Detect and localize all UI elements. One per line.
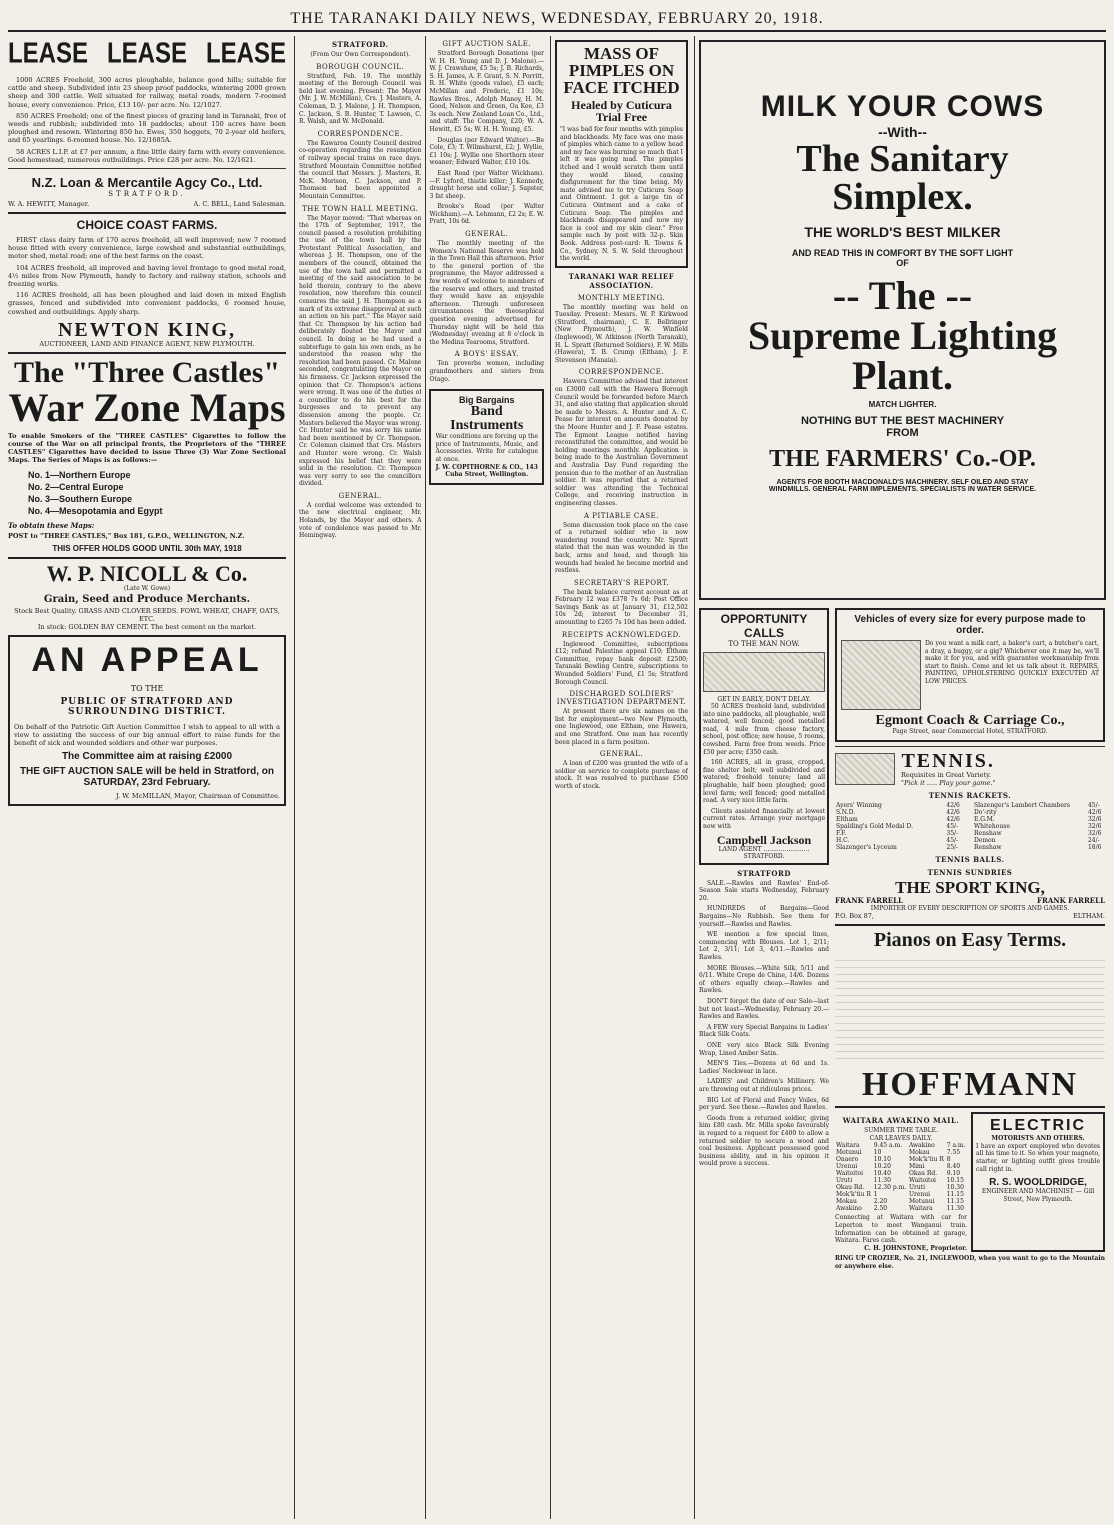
obtain: To obtain these Maps: bbox=[8, 520, 95, 530]
appeal-title: AN APPEAL bbox=[31, 640, 263, 679]
discharged-text: At present there are six names on the list for employment—two New Plymouth, one Inglewood, one Eltham, one Hawera, and one Stratford. One man has recently been placed in a farm position. bbox=[555, 708, 688, 746]
johnstone: C. H. JOHNSTONE, Proprietor. bbox=[864, 1244, 967, 1252]
sport-town: ELTHAM. bbox=[1073, 912, 1105, 921]
corr-text: The Kawaroa County Council desired co-operation regarding the resumption of railway special trains on race days. Stratford Mountain Committee notified the council that Messrs. J. Masters, R. McK. Morison, C. Jackson, and P. Thomson had been appointed a Mountain Committee. bbox=[299, 139, 422, 200]
table-row: Waitara 9.45 a.m. Awakino 7 a.m. bbox=[836, 1142, 966, 1150]
pitiable-text: Some discussion took place on the case of a returned soldier who is now wandering round the country. Mr. Spratt stated that the man was wounded in the back, arms and head, and though his wounds had healed he became morbid and restless. bbox=[555, 521, 688, 575]
rawles-1: SALE.—Rawles and Rawles' End-of-Season Sale starts Wednesday, February 20. bbox=[699, 879, 829, 902]
essay-head: A BOYS' ESSAY. bbox=[454, 350, 519, 359]
firm-name: N.Z. Loan & Mercantile Agcy Co., Ltd. bbox=[31, 175, 263, 191]
opp-text-2: 160 ACRES, all in grass, cropped, fine shelter belt; well subdivided and watered; freehold tenure; land all ploughable, half been ploughed; good level farm; well fenced; good metalled road. A very nice little farm. bbox=[703, 759, 825, 805]
piano-price-table bbox=[835, 954, 1105, 1064]
choice-ad: FIRST class dairy farm of 170 acres freehold, all well improved; new 7 roomed house fitted with every convenience, large cowshed and substantial outbuildings, motor shed, metal road; one of the best farms on the coast. bbox=[8, 236, 286, 261]
pimples-title: MASS OF PIMPLES ON FACE ITCHED bbox=[563, 44, 680, 97]
monthly-head: MONTHLY MEETING. bbox=[577, 293, 666, 302]
band-title-2: Band Instruments bbox=[450, 404, 524, 434]
rawles-2: HUNDREDS of Bargains—Good Bargains—No Rubbish. See them for yourself.—Rawles and Rawles. bbox=[699, 905, 829, 928]
milk-13: AGENTS FOR BOOTH MACDONALD'S MACHINERY. SELF OILED AND STAY WINDMILLS. GENERAL FARM IMPLEMENTS. SPECIALISTS IN WATER SERVICE. bbox=[768, 479, 1037, 493]
pianos-title: Pianos on Easy Terms. bbox=[873, 929, 1067, 952]
table-row: E.G.M. 32/6 bbox=[974, 815, 1102, 823]
band-footer: J. W. COPITHORNE & CO., 143 Cuba Street, Wellington. bbox=[435, 463, 538, 479]
rawles-9: LADIES' and Children's Millinery. We are throwing out at ridiculous prices. bbox=[699, 1078, 829, 1093]
gift-head: GIFT AUCTION SALE. bbox=[442, 40, 532, 48]
newton-name: NEWTON KING, bbox=[57, 318, 237, 341]
relief-head: TARANAKI WAR RELIEF ASSOCIATION. bbox=[568, 271, 675, 290]
rawles-4: MORE Blouses.—White Silk, 5/11 and 6/11. White Crepe de Chine, 14/6. Dozens of others equally cheap.—Rawles and Rawles. bbox=[699, 964, 829, 995]
sec-report-text: The bank balance current account as at February 12 was £378 7s 6d; Post Office Savings Bank as at January 31, £12,502 10s 2d; interest to December 31, amounting to £265 7s 10d has been added. bbox=[555, 588, 688, 627]
milk-8: Supreme Lighting bbox=[747, 313, 1058, 358]
table-row: S.N.D. 42/6 bbox=[836, 808, 960, 816]
electric-sub: MOTORISTS AND OTHERS. bbox=[991, 1135, 1085, 1143]
ring-crozier: RING UP CROZIER, No. 21, INGLEWOOD, when you want to go to the Mountain or anywhere else. bbox=[835, 1255, 1105, 1270]
milk-6: AND READ THIS IN COMFORT BY THE SOFT LIGHT OF bbox=[791, 248, 1014, 268]
opp-text-3: Clients assisted financially at lowest current rates. Arrange your mortgage now with bbox=[703, 807, 825, 830]
map-item: No. 3—Southern Europe bbox=[28, 493, 133, 504]
milk-1: MILK YOUR COWS bbox=[760, 90, 1045, 123]
table-row: Uruti 11.30 Waitoitoi 10.15 bbox=[836, 1177, 964, 1185]
lease-headline bbox=[8, 37, 286, 71]
appeal-sign: J. W. McMILLAN, Mayor, Chairman of Committee. bbox=[116, 792, 280, 801]
table-row: F.F. 35/- bbox=[836, 829, 959, 837]
wooldridge: R. S. WOOLDRIDGE, bbox=[989, 1177, 1087, 1189]
general-text-3: A loan of £200 was granted the wife of a soldier on service to complete purchase of stock. It was resolved to purchase £500 worth of stock. bbox=[555, 760, 688, 790]
choice-title: CHOICE COAST FARMS. bbox=[76, 218, 218, 233]
map-item: No. 2—Central Europe bbox=[28, 481, 124, 492]
waitara-title: WAITARA AWAKINO MAIL. bbox=[842, 1116, 960, 1126]
waitara-sub: SUMMER TIME TABLE. bbox=[864, 1127, 938, 1135]
appeal-public: PUBLIC OF STRATFORD AND SURROUNDING DISTRICT. bbox=[60, 696, 234, 717]
map-item: No. 4—Mesopotamia and Egypt bbox=[28, 505, 163, 516]
pimples-sub: Healed by Cuticura Trial Free bbox=[571, 98, 672, 124]
car-leaves: CAR LEAVES DAILY. bbox=[869, 1134, 933, 1142]
pimples-text: "I was bad for four months with pimples and blackheads. My face was one mass of pimples which came to a yellow head and my face was burning so much that I left it was going mad. The pimples itched and I would scratch them until they would bleed, causing disfigurement for the time being. My mate advised me to try Cuticura Soap and Ointment. I got a large tin of Cuticura Ointment and a cake of Cuticura Soap. The pimples and blackheads disappeared and now my face is cool and my skin clear." Free sample each by post with 32-p. Skin Book. Address post-card: R. Towns & Co., Sydney, N. S. W. Sold throughout the world. bbox=[560, 126, 683, 263]
waitara-timetable bbox=[835, 1112, 967, 1252]
table-row: Whitehouse 32/6 bbox=[974, 822, 1102, 830]
nicoll-sub: (Late W. Gowe) bbox=[123, 584, 171, 592]
column-4 bbox=[694, 36, 1106, 1519]
general-head-3: GENERAL. bbox=[599, 750, 644, 759]
lease-ad: 850 ACRES Freehold; one of the finest pieces of grazing land in Taranaki, free of weeds and rubbish; subdivided into 18 paddocks; about 150 acres have been ploughed and resown. Wintering 850 ho. Ewes, 350 hoggets, 70 2-year old heifers, and 65 yearlings. 6-roomed house. No. 12/1685A. bbox=[8, 111, 286, 145]
table-row: Awakino 2.50 Waitara 11.30 bbox=[836, 1205, 964, 1213]
appeal-aim: The Committee aim at raising £2000 bbox=[61, 751, 233, 763]
hoffmann: HOFFMANN bbox=[861, 1066, 1079, 1104]
table-row: Renshaw 32/6 bbox=[974, 829, 1102, 837]
band-ad bbox=[429, 389, 544, 485]
vehicles-ad bbox=[835, 608, 1105, 742]
table-row: Do'-rity 42/6 bbox=[974, 808, 1102, 816]
gift-text: Stratford Borough Donations (per W. H. H. Young and D. J. Malone).—W. J. Crawshaw, £5 5s; J. B. Richards, S. H. James, A. F. Grant, S. N. Porritt, R. H. White (goods value), £5 each; McMillan and Frederic, £1 10s; Rawles Bros., Adolph Manoy, H. M. Good, Nelson and Green, Oa Kee, £3 3s each. New Zealand Loan Co., Ltd., and staff: The Company, £20; W. A. Hewitt, £5 5s; W. H. H. Young, £5. bbox=[429, 50, 544, 133]
campbell: Campbell Jackson bbox=[716, 832, 812, 847]
egmont: Egmont Coach & Carriage Co., bbox=[875, 713, 1065, 728]
rawles-8: MEN'S Ties.—Dozens at 6d and 1s. Ladies' Neckwear in lace. bbox=[699, 1060, 829, 1075]
lease-word: LEASE bbox=[8, 37, 89, 70]
general-head: GENERAL. bbox=[338, 491, 382, 500]
offer: THIS OFFER HOLDS GOOD UNTIL 30th MAY, 1918 bbox=[52, 543, 242, 553]
salesman: A. C. BELL, Land Salesman. bbox=[193, 200, 286, 209]
band-text: War conditions are forcing up the price of Instruments, Music, and Accessories. Write for catalogue at once. bbox=[435, 433, 538, 463]
stratford-head: STRATFORD bbox=[737, 868, 791, 878]
sec-report-head: SECRETARY'S REPORT. bbox=[574, 578, 669, 587]
tennis-sub: Requisites in Great Variety. bbox=[901, 770, 991, 779]
egmont-sub: Page Street, near Commercial Hotel, STRATFORD. bbox=[892, 728, 1048, 735]
cuticura-ad bbox=[555, 40, 688, 268]
pitiable-head: A PITIABLE CASE. bbox=[584, 511, 659, 520]
essay-text: Ten proverbs women, including grandmothers and sisters from Otago. bbox=[429, 360, 544, 383]
nicoll-line-1: Grain, Seed and Produce Merchants. bbox=[43, 593, 251, 605]
rawles-7: ONE very nice Black Silk Evening Wrap, Lined Amber Satin. bbox=[699, 1041, 829, 1057]
campbell-sub: LAND AGENT ........................ STRATFORD. bbox=[718, 845, 810, 861]
stratford-sub: (From Our Own Correspondent). bbox=[310, 51, 411, 58]
table-row: Mokau 2.20 Motunui 11.15 bbox=[836, 1198, 964, 1206]
general-head-2: GENERAL. bbox=[465, 230, 509, 239]
table-row: Mok'k'tiu R 1 Urenui 11.15 bbox=[836, 1191, 964, 1199]
rawles-6: A FEW very Special Bargains in Ladies' Black Silk Coats. bbox=[699, 1023, 829, 1039]
news-right bbox=[425, 36, 544, 1519]
milking-ad bbox=[699, 40, 1106, 600]
nicoll-line-3: In stock: GOLDEN BAY CEMENT. The best cement on the market. bbox=[37, 622, 257, 631]
hall-text: The Mayor moved: "That whereas on the 17th of September, 1917, the council passed a resolution prohibiting the use of the town hall by the Protestant Political Association, and whereas J. H. Thompson, one of the members of the council, obtained the use of the town hall and permitted a meeting of the said association to be held therein, contrary to the above resolution, now therefore this council censures the said J. H. Thompson as a mark of its extreme disapproval at such an action on his part." The Mayor said that Cr. Thompson by his action had deliberately flouted the Mayor and council. In doing so he had used a subterfuge to gain his own ends, as he understood the reason why the resolution had been passed. Cr. Malone seconded, congratulating the Mayor on his firmness. Cr. Jackson expressed the opinion that Cr. Thompson's actions were wrong. It was one of the duties of a councillor to do his best for the burgesses and to prevent any dissension among the people. Cr. Masters believed the Mayor was wrong. Cr. Hunter said he was sorry his name had been mentioned by Cr. Thompson. Cr. Coleman claimed that Crs. Masters and Hunter were wrong. Cr. Walsh expressed his belief that they were solid in the resolution. Cr. Thompson was very sorry to see the councillors divided. bbox=[299, 214, 422, 488]
opportunity-ad bbox=[699, 608, 829, 865]
column-1 bbox=[8, 36, 286, 1519]
col4-right bbox=[835, 604, 1105, 1271]
balls-head: TENNIS BALLS. bbox=[935, 854, 1005, 864]
lease-word: LEASE bbox=[205, 37, 286, 70]
general-text: A cordial welcome was extended to the new electrical engineer, Mr. Holands, by the Mayor and others. A vote of condolence was passed to Mr. Hemingway. bbox=[299, 501, 422, 540]
milk-12: THE FARMERS' Co.-OP. bbox=[769, 446, 1036, 472]
nicoll-line-2: Stock Best Quality. GRASS AND CLOVER SEEDS. FOWL WHEAT, CHAFF, OATS, ETC. bbox=[14, 606, 280, 623]
milk-9: Plant. bbox=[851, 353, 954, 398]
rackets-head: TENNIS RACKETS. bbox=[928, 790, 1012, 800]
maps-list bbox=[8, 469, 286, 517]
rawles-5: DON'T forget the date of our Sale—last but not least—Wednesday, February 20.—Rawles and Rawles. bbox=[699, 998, 829, 1021]
tennis-sub-2: "Pick it ..... Play your game." bbox=[901, 778, 996, 787]
opp-sub-2: GET IN EARLY, DON'T DELAY. bbox=[717, 696, 811, 703]
nicoll-name: W. P. NICOLL & Co. bbox=[46, 560, 248, 586]
sundries-head: TENNIS SUNDRIES bbox=[927, 867, 1013, 877]
tennis-illustration bbox=[835, 753, 895, 785]
newton-sub: AUCTIONEER, LAND AND FINANCE AGENT, NEW PLYMOUTH. bbox=[39, 339, 255, 348]
castles-text: To enable Smokers of the "THREE CASTLES" Cigarettes to follow the course of the War on all principal fronts, the Proprietors of the "THREE CASTLES" Cigarettes have decided to issue Three (3) War Zone Sectional Maps. The Series of Maps is as follows:— bbox=[8, 431, 286, 465]
monthly-text: The monthly meeting was held on Tuesday. Present: Messrs. W. P. Kirkwood (Stratford, chairman), C. E. Bellringer (New Plymouth), J. W. Winfield (Inglewood), W. Atkinson (North Taranaki), H. L. Spratt (Returned Soldiers), F. W. Mills (Hawera), T. B. Crump (Eltham), J. F. Stevenson (Manaia). bbox=[555, 303, 688, 364]
lease-ad: 1000 ACRES Freehold, 300 acres ploughable, balance good hills; suitable for cattle and sheep. Subdivided into 23 sheep proof paddocks, wintering 2000 grown sheep and 300 cattle. Well situated for railway, metal roads, modern 7-roomed house, every convenience. Price, £13 10/- per acre. No. 12/1027. bbox=[8, 76, 286, 109]
choice-ad: 116 ACRES freehold, all has been ploughed and laid down in mixed English grasses, fenced and subdivided into convenient paddocks, 6 roomed house, cowshed and outbuildings. Apply sharp. bbox=[8, 291, 286, 316]
receipts-head: RECEIPTS ACKNOWLEDGED. bbox=[561, 630, 682, 639]
milk-5: THE WORLD'S BEST MILKER bbox=[804, 224, 1001, 240]
appeal-box bbox=[8, 635, 286, 807]
corr-head-3: CORRESPONDENCE. bbox=[578, 368, 665, 377]
appeal-sale: THE GIFT AUCTION SALE will be held in Stratford, on SATURDAY, 23rd February. bbox=[19, 766, 275, 789]
tennis-header bbox=[835, 751, 1105, 787]
frank-2: FRANK FARRELL bbox=[1037, 895, 1105, 905]
table-row: Spalding's Gold Medal D. 45/- bbox=[836, 822, 959, 830]
table-row: Okau Rd. 12.30 p.m. Uruti 10.30 bbox=[836, 1184, 964, 1192]
table-row: Eltham 42/6 bbox=[836, 815, 960, 823]
milk-10: MATCH LIGHTER. bbox=[868, 400, 937, 409]
table-row: Slazenger's Lambert Chambers 45/- bbox=[974, 801, 1100, 809]
table-row: Renshaw 18/6 bbox=[974, 843, 1102, 851]
sport-king: THE SPORT KING, bbox=[895, 877, 1045, 897]
general-text-2: The monthly meeting of the Women's National Reserve was held in the Town Hall this afternoon. Prior to the general portion of the programme, the Mayor addressed a few words of welcome to members of the reserve and others, and trusted they would have an enjoyable afternoon. Through unforeseen circumstances the theosophical question evening advertised for Thursday night will be held this (Wednesday) evening at 8 o'clock in the Medina Tearooms, Stratford. bbox=[429, 240, 544, 346]
table-row: Slazenger's Lyceum 25/- bbox=[836, 843, 959, 851]
vehicles-text: Do you want a milk cart, a baker's cart, a butcher's cart, a dray, a buggy, or a gig? Whichever one it may be, we'll make it for you, and with guarantee workmanship from start to finish. Come and let us talk about it. REPAIRS, PAINTING, UPHOLSTERING QUICKLY EXECUTED AT LOW PRICES. bbox=[925, 640, 1099, 685]
table-row: Urenui 10.20 Mimi 8.40 bbox=[836, 1163, 961, 1171]
milk-3: The Sanitary bbox=[796, 138, 1009, 180]
frank-1: FRANK FARRELL bbox=[835, 895, 903, 905]
castles-title: The "Three Castles" bbox=[13, 355, 281, 389]
milk-4: Simplex. bbox=[832, 176, 973, 218]
discharged-head: DISCHARGED SOLDIERS' INVESTIGATION DEPARTMENT. bbox=[556, 690, 687, 707]
map-item: No. 1—Northern Europe bbox=[28, 469, 131, 480]
connecting-text: Connecting at Waitara with car for Leperton to meet Wanganui train. Information can be obtained at garage, Waitara. Fares cash. bbox=[835, 1214, 967, 1245]
col4-left bbox=[699, 604, 829, 1271]
milk-11: NOTHING BUT THE BEST MACHINERY FROM bbox=[800, 415, 1005, 439]
electric-text: I have an expert employed who devotes all his time to it. So when your magneto, starter, or lighting outfit gives trouble call right in. bbox=[976, 1142, 1100, 1173]
column-3 bbox=[550, 36, 688, 1519]
opp-title: OPPORTUNITY CALLS bbox=[720, 612, 808, 640]
corr-head: CORRESPONDENCE. bbox=[317, 129, 403, 138]
table-row: Motunui 10 Mokau 7.55 bbox=[836, 1149, 961, 1157]
stratford-title: STRATFORD. bbox=[332, 40, 389, 49]
hall-head: THE TOWN HALL MEETING. bbox=[302, 204, 419, 213]
choice-ad: 104 ACRES freehold, all improved and having level frontage to good metal road, 4½ miles from New Plymouth, handy to factory and railway station, schools and freezing works. bbox=[8, 263, 286, 289]
masthead: THE TARANAKI DAILY NEWS, WEDNESDAY, FEBRUARY 20, 1918. bbox=[8, 4, 1106, 32]
corr-text-3: Hawera Committee advised that interest on £3000 call with the Hawera Borough Council would be forwarded before March 31, and also stating that application should be made to Messrs. A. Hunter and A. C. Pease for interest on amounts donated by the Moore Hunter and J. F. Pease estates. The Egmont League notified having reconstituted the committee, and would be holding meetings monthly. Application is being made to the Australian Government and Australia Day Fund regarding the pension due to the mother of an Australian soldier. It was reported that a returned soldier was attending the Technical College, and receiving instruction in engineering classes. bbox=[555, 378, 688, 507]
sport-sub: IMPORTER OF EVERY DESCRIPTION OF SPORTS AND GAMES. bbox=[870, 904, 1070, 912]
lease-ad: 58 ACRES L.I.P. at £7 per annum, a fine little dairy farm with every convenience. Good homestead, numerous outbuildings. Price £28 per acre. No. 12/1621. bbox=[8, 147, 286, 164]
band-title-1: Big Bargains bbox=[458, 395, 515, 406]
table-row: Demon 24/- bbox=[974, 836, 1100, 844]
table-row: Waitoitoi 10.40 Okau Rd. 9.10 bbox=[836, 1170, 961, 1178]
brooke-text: Brooke's Road (per Walter Wickham).—A. Lehmann, £2 2s; E. W. Pratt, 10s 6d. bbox=[429, 203, 544, 226]
opp-text-1: 50 ACRES freehold land, subdivided into nine paddocks, all ploughable, well watered, well fenced; good metalled road, 4 mile from cheese factory, school, post office; new house, 5 rooms, cowshed. Farm free from weeds. Price £50 per acre; £350 cash. bbox=[703, 703, 825, 756]
sport-box: P.O. Box 87, bbox=[835, 912, 874, 921]
manager: W. A. HEWITT, Manager. bbox=[8, 200, 90, 209]
council-head: BOROUGH COUNCIL. bbox=[316, 62, 405, 71]
rackets-table bbox=[835, 802, 967, 851]
soldier-text: Goods from a returned soldier, giving him £80 cash. Mr. Mills spoke favourably in regard to a request for £400 to allow a returned soldier to secure a wood and coal business. Applicant possessed good business ability, and in his opinion it would prove a success. bbox=[699, 1114, 829, 1168]
table-row: Ayers' Winning 42/6 bbox=[836, 801, 960, 809]
tennis-title: TENNIS. bbox=[901, 749, 995, 772]
milk-7: -- The -- bbox=[832, 273, 973, 318]
table-row: Onaero 10.10 Mok'k'tiu R 8 bbox=[836, 1156, 951, 1164]
appeal-to: TO THE bbox=[130, 683, 164, 693]
electric-title: ELECTRIC bbox=[990, 1117, 1086, 1135]
farmer-illustration bbox=[703, 652, 825, 692]
rackets-table-2 bbox=[973, 802, 1105, 851]
council-text: Stratford, Feb. 19. The monthly meeting of the Borough Council was held last evening. Present: The Mayor (Mr. J. W. McMillan), Crs. J. Masters, A. Coleman, D. J. Malone, J. H. Thompson, C. Jackson, S. B. Hunter, T. Lawson, C. R. Walsh, and W. McDonald. bbox=[299, 72, 422, 126]
opp-sub: TO THE MAN NOW. bbox=[728, 640, 800, 648]
carriage-illustration bbox=[841, 640, 921, 710]
vehicles-title: Vehicles of every size for every purpose made to order. bbox=[854, 614, 1086, 636]
electric-ad bbox=[971, 1112, 1105, 1252]
rawles-10: BIG Lot of Floral and Fancy Voiles, 6d per yard. See these.—Rawles and Rawles. bbox=[699, 1096, 829, 1112]
post-to: POST to "THREE CASTLES," Box 181, G.P.O., WELLINGTON, N.Z. bbox=[8, 531, 245, 540]
news-left bbox=[299, 36, 421, 1519]
rawles-3: WE mention a few special lines, commencing with Blouses. Lot 1, 2/11; Lot 2, 3/11; Lot 3, 4/11.—Rawles and Rawles. bbox=[699, 931, 829, 962]
milk-2: --With-- bbox=[878, 124, 927, 140]
appeal-text: On behalf of the Patriotic Gift Auction Committee I wish to appeal to all with a view to assisting the success of our big annual effort to raise funds for the benefit of sick and wounded soldiers and other war purposes. bbox=[14, 722, 280, 748]
receipts-text: Inglewood Committee, subscriptions £12; refund Palestine appeal £10; Eltham Committee, repay bank deposit £2500; Taranaki Bowling Centre, subscriptions to Wounded Soldiers' Fund, £1 5s; Stratford Borough Council. bbox=[555, 640, 688, 686]
column-2 bbox=[294, 36, 544, 1519]
castles-title-2: War Zone Maps bbox=[8, 384, 286, 430]
firm-town: STRATFORD. bbox=[108, 190, 186, 199]
douglas-text: Douglas (per Edward Walter).—Be Cole, £3; T. Wilmshurst, £2; J. Wyllie, £1 10s; J. Wyllie one Shorthorn steer weaner; Edward Walter, £10 10s. bbox=[429, 136, 544, 167]
table-row: H.C. 45/- bbox=[836, 836, 959, 844]
timetable bbox=[835, 1142, 967, 1212]
wooldridge-sub: ENGINEER AND MACHINIST — Gill Street, New Plymouth. bbox=[981, 1188, 1095, 1203]
east-road-text: East Road (per Walter Wickham).—F. Lyford, thistle killer; J. Kennedy, draught horse and collar; J. Sapster, 3 fat sheep. bbox=[429, 169, 544, 200]
lease-word: LEASE bbox=[106, 37, 187, 70]
